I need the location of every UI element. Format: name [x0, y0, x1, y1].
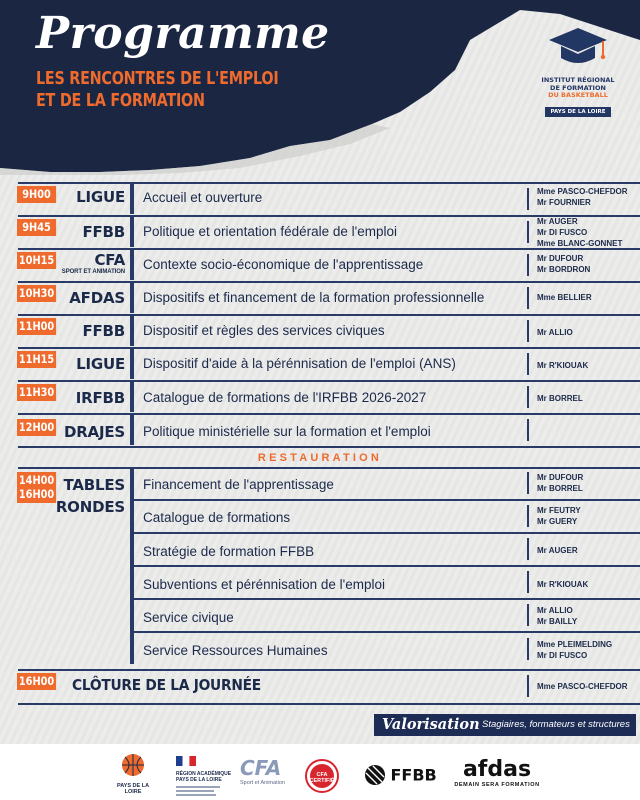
schedule-row: [0, 413, 640, 445]
session-topic: Politique ministérielle sur la formation et l'emploi: [143, 424, 431, 439]
speakers: Mme PASCO-CHEFDOR Mr FOURNIER: [537, 187, 628, 207]
session-topic: Contexte socio-économique de l'apprentissage: [143, 257, 424, 272]
ffbb-logo: FFBB: [364, 764, 444, 786]
speakers: Mr FEUTRY Mr GUERY: [537, 506, 581, 526]
divider: [18, 703, 640, 705]
speakers: Mr R'KIOUAK: [537, 361, 589, 370]
cfa-certifie-badge: CFA CERTIFIÉ: [304, 758, 344, 798]
organizer: FFBB: [82, 322, 125, 340]
time-badge: 11H00: [18, 319, 55, 333]
logo-text: INSTITUT RÉGIONAL DE FORMATION DU BASKETBALL: [541, 76, 615, 99]
schedule-row: [0, 215, 640, 247]
logo-region-badge: PAYS DE LA LOIRE: [545, 107, 610, 117]
schedule-row: [0, 248, 640, 280]
organizer: DRAJES: [63, 423, 125, 441]
time-badge: 9H45: [17, 219, 56, 236]
speakers: Mme BELLIER: [537, 293, 592, 302]
speakers: Mr BORREL: [537, 394, 583, 403]
organizer: LIGUE: [76, 188, 125, 206]
time-badge: 9H00: [17, 186, 56, 203]
time-badge: 16H00: [18, 674, 55, 688]
schedule-row: [0, 314, 640, 346]
valorisation-banner: [374, 714, 636, 736]
session-topic: Dispositifs et financement de la formation professionnelle: [143, 290, 485, 305]
speakers: Mme PLEIMELDING Mr DI FUSCO: [537, 640, 613, 660]
time-badge: 10H15: [18, 253, 55, 267]
french-flag-icon: [176, 756, 196, 766]
organizer: AFDAS: [69, 289, 125, 307]
speakers: Mr AUGER: [537, 546, 578, 555]
page-title: Programme: [36, 8, 330, 59]
pays-de-la-loire-basket-logo: PAYS DE LA LOIRE: [108, 752, 158, 795]
schedule-row: [0, 347, 640, 379]
speakers: Mr R'KIOUAK: [537, 580, 589, 589]
round-table-topic: Subventions et pérénnisation de l'emploi: [143, 577, 385, 592]
round-table-topic: Catalogue de formations: [143, 510, 291, 525]
time-badge: 14H00 16H00: [18, 473, 55, 501]
graduation-cap-icon: [547, 26, 609, 70]
session-topic: Dispositif d'aide à la pérénnisation de l'emploi (ANS): [143, 356, 456, 371]
afdas-logo: afdas DEMAIN SERA FORMATION: [454, 757, 540, 788]
valorisation-title: Valorisation: [382, 716, 480, 733]
organizer: CFA: [94, 251, 125, 269]
footer-logos: [0, 744, 640, 800]
region-academique-logo: RÉGION ACADÉMIQUE PAYS DE LA LOIRE: [176, 753, 236, 796]
closing-label: CLÔTURE DE LA JOURNÉE: [72, 676, 261, 694]
cfa-logo: CFA Sport et Animation: [240, 756, 285, 786]
speakers: Mme PASCO-CHEFDOR: [537, 682, 628, 691]
speakers: Mr ALLIO: [537, 328, 573, 337]
speakers: Mr DUFOUR Mr BORDRON: [537, 254, 591, 274]
schedule-row: [0, 380, 640, 412]
schedule-row: [0, 182, 640, 214]
page-subtitle: LES RENCONTRES DE L'EMPLOI ET DE LA FORMATION: [36, 69, 279, 111]
speakers: Mr AUGER Mr DI FUSCO Mme BLANC-GONNET: [537, 217, 623, 248]
organizer: LIGUE: [76, 355, 125, 373]
organizer: FFBB: [82, 223, 125, 241]
valorisation-subtitle: Stagiaires, formateurs et structures: [482, 719, 630, 730]
organizer: IRFBB: [75, 389, 125, 407]
closing-row: [0, 669, 640, 701]
divider: [18, 446, 640, 448]
time-badge: 11H15: [18, 352, 55, 366]
round-table-topic: Financement de l'apprentissage: [143, 477, 334, 492]
speakers: Mr ALLIO Mr BAILLY: [537, 606, 578, 626]
organizer: TABLES RONDES: [55, 476, 125, 516]
ffbb-ball-icon: [364, 764, 386, 786]
break-label: RESTAURATION: [257, 452, 383, 464]
session-topic: Catalogue de formations de l'IRFBB 2026-2027: [143, 390, 427, 405]
irfbb-logo: [532, 26, 624, 118]
time-badge: 11H30: [18, 385, 55, 399]
session-topic: Politique et orientation fédérale de l'emploi: [143, 224, 397, 239]
time-badge: 10H30: [18, 286, 55, 300]
round-table-topic: Stratégie de formation FFBB: [143, 544, 315, 559]
time-badge: 12H00: [18, 420, 55, 434]
speakers: Mr DUFOUR Mr BORREL: [537, 473, 584, 493]
session-topic: Accueil et ouverture: [143, 190, 263, 205]
round-table-topic: Service civique: [143, 610, 234, 625]
organizer-subtitle: SPORT ET ANIMATION: [61, 269, 125, 275]
round-table-topic: Service Ressources Humaines: [143, 643, 328, 658]
schedule-row: [0, 281, 640, 313]
session-topic: Dispositif et règles des services civiques: [143, 323, 385, 338]
basketball-icon: [118, 752, 148, 778]
